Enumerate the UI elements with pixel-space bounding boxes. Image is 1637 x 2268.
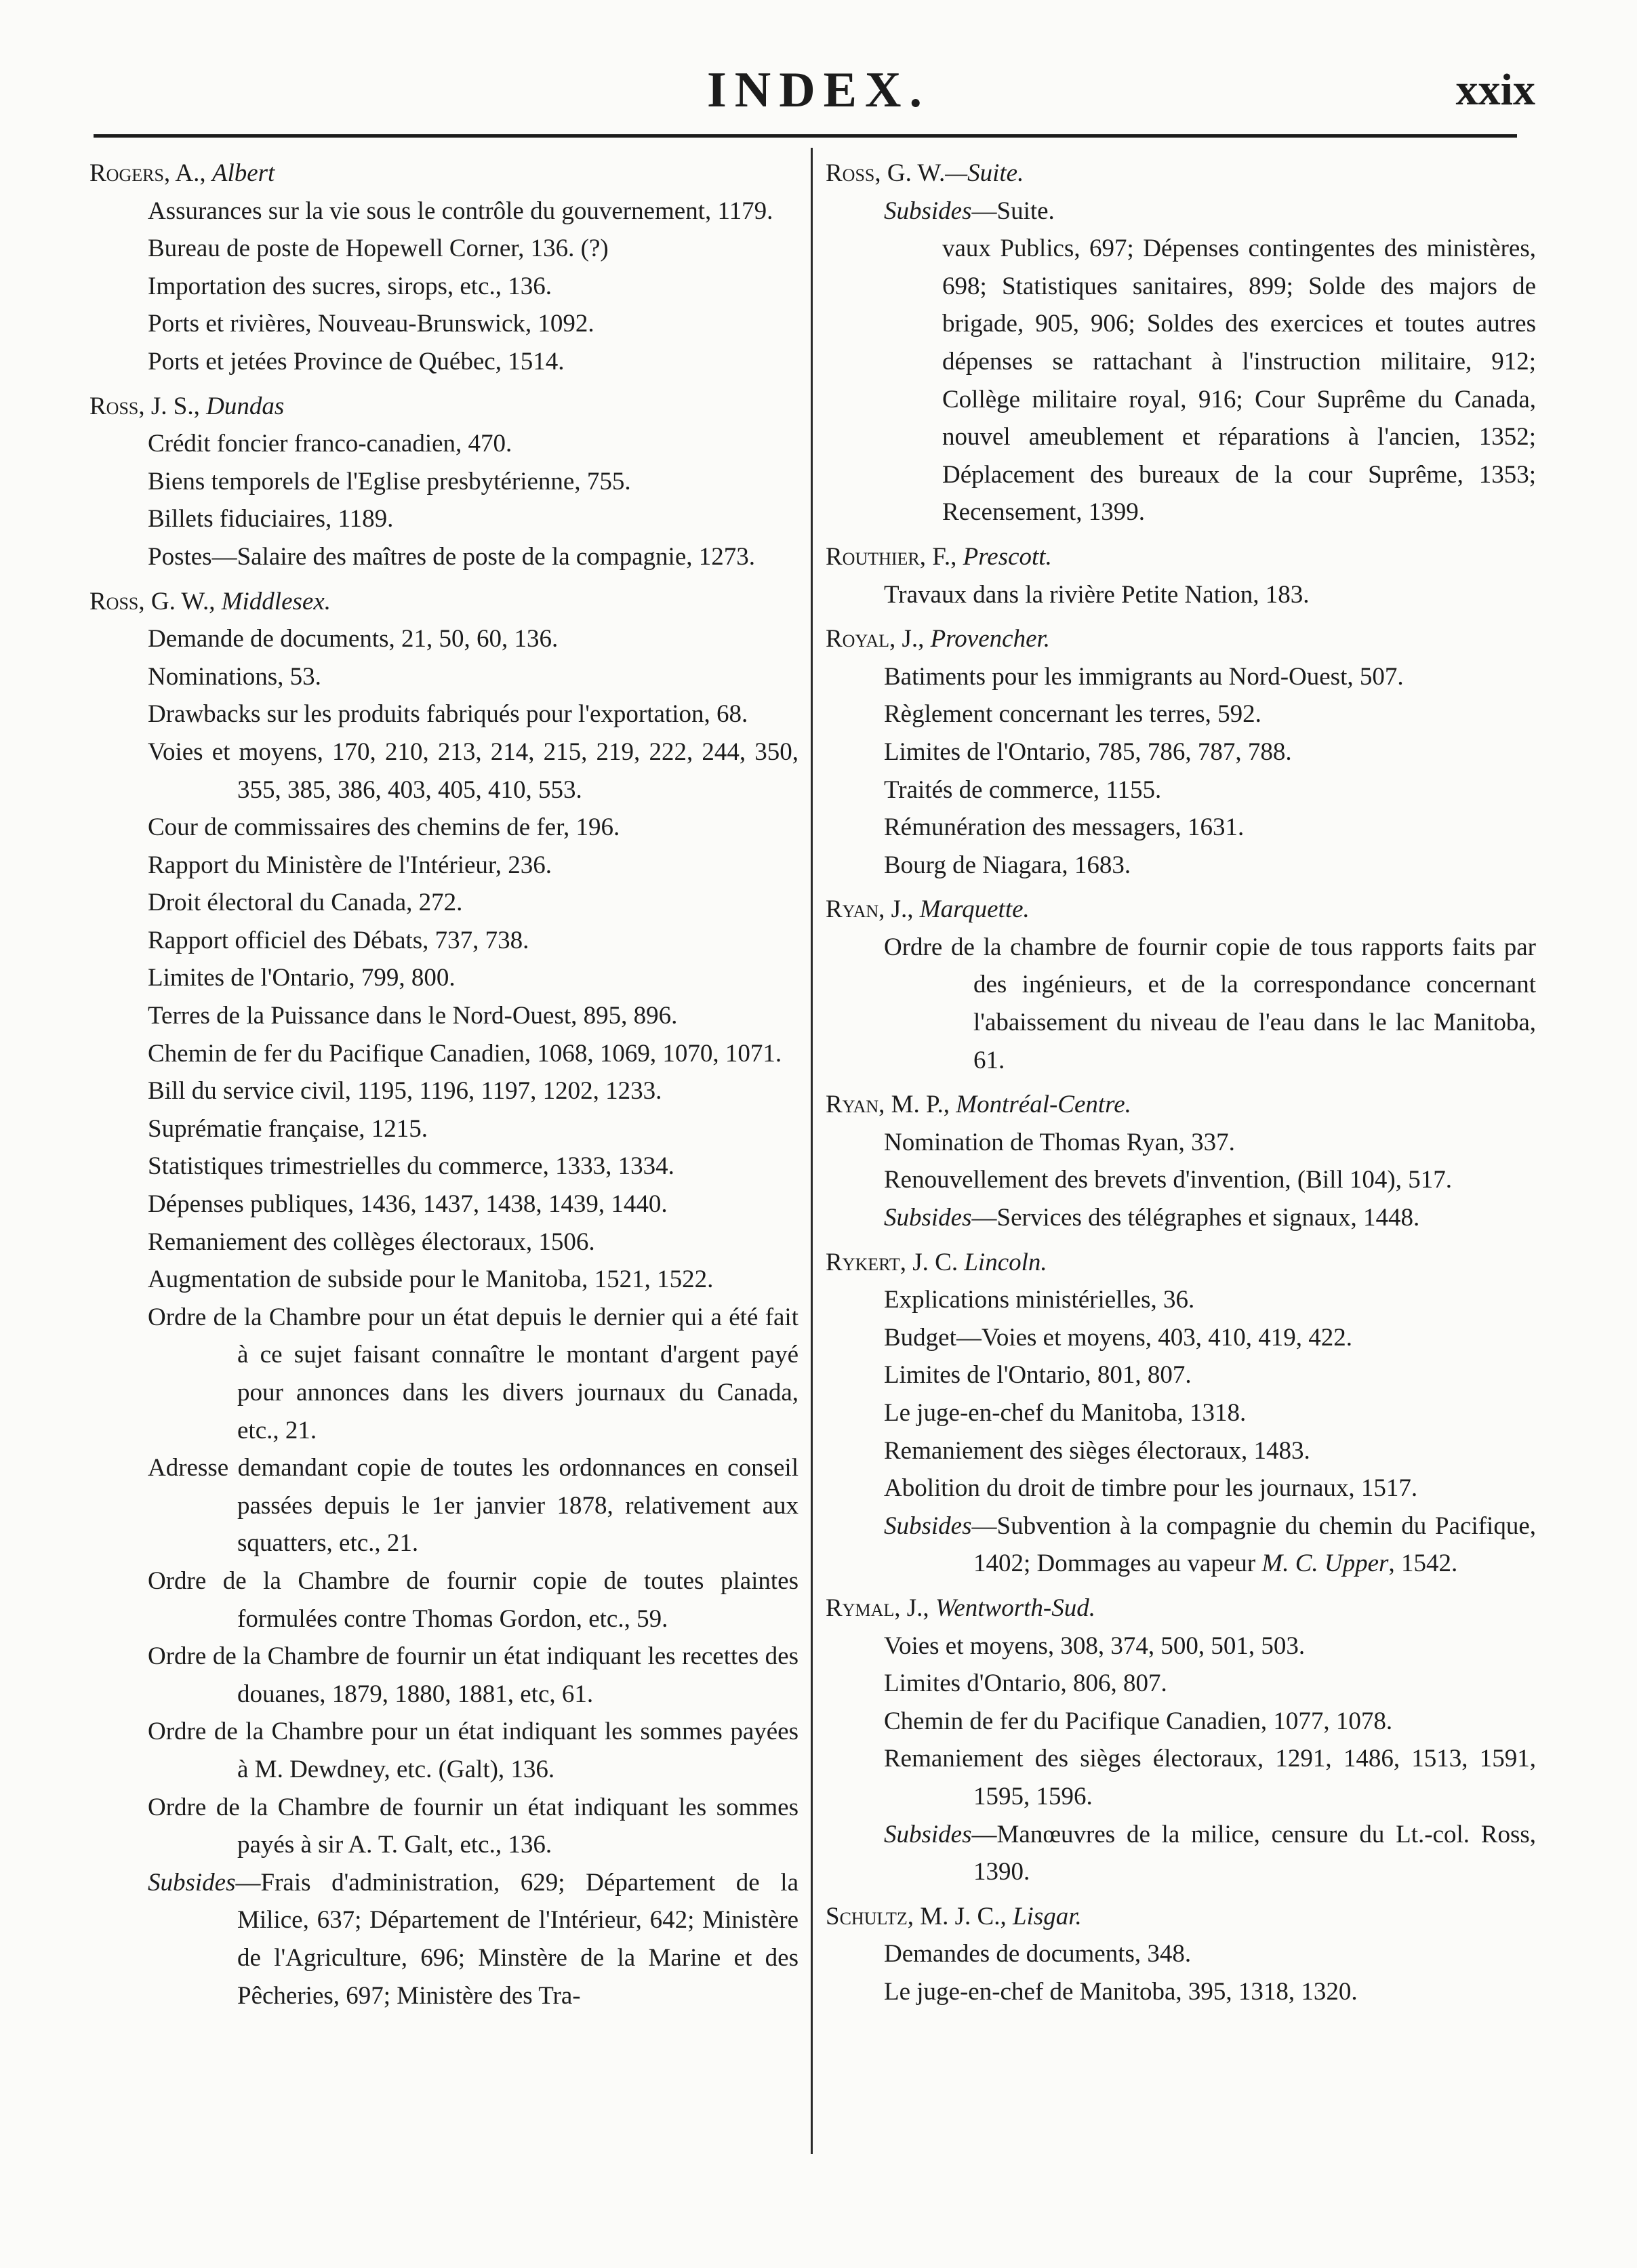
entry-riding: Wentworth-Sud.: [935, 1594, 1095, 1622]
index-item: Ordre de la Chambre pour un état depuis le dernier qui a été fait à ce sujet faisant connaître le montant d'argent payé pour annonces dans les divers journaux du Canada, etc., 21.: [148, 1303, 799, 1444]
index-item: Drawbacks sur les produits fabriqués pour l'exportation, 68.: [148, 700, 748, 729]
index-item: Le juge-en-chef de Manitoba, 395, 1318, 1320.: [884, 1977, 1358, 2006]
entry-heading: [89, 155, 799, 193]
page-title: INDEX.: [707, 62, 930, 118]
subsides-text: —Frais d'administration, 629; Département de la Milice, 637; Département de l'Intérieur, 642; Ministère de l'Agriculture, 696; Minstère de la Marine et des Pêcheries, 697; Ministère des Tra-: [235, 1868, 799, 2010]
index-item: Abolition du droit de timbre pour les journaux, 1517.: [884, 1474, 1418, 1503]
entry-surname: Ryan, J.,: [826, 895, 914, 924]
entry-riding: Lisgar.: [1012, 1902, 1082, 1930]
index-item: Ordre de la chambre de fournir copie de tous rapports faits par des ingénieurs, et de la correspondance concernant l'abaissement du niveau de l'eau dans le lac Manitoba, 61.: [884, 933, 1536, 1074]
entry-heading: [826, 155, 1536, 193]
entry-surname: Royal, J.,: [826, 625, 925, 653]
entry-heading: [89, 388, 799, 426]
index-item: Biens temporels de l'Eglise presbytérienne, 755.: [148, 467, 631, 495]
index-item: Ordre de la Chambre de fournir un état indiquant les sommes payés à sir A. T. Galt, etc., 136.: [148, 1793, 799, 1859]
subsides-item: [89, 1864, 799, 2014]
index-item: Batiments pour les immigrants au Nord-Ouest, 507.: [884, 662, 1404, 691]
index-item: Rapport du Ministère de l'Intérieur, 236.: [148, 851, 552, 879]
index-item: Travaux dans la rivière Petite Nation, 183.: [884, 580, 1310, 609]
index-item: Adresse demandant copie de toutes les ordonnances en conseil passées depuis le 1er janvier 1878, relativement aux squatters, etc., 21.: [148, 1454, 799, 1558]
index-entry-schultz: [826, 1898, 1536, 2011]
index-item: Renouvellement des brevets d'invention, (Bill 104), 517.: [884, 1166, 1452, 1194]
ship-name: M. C. Upper: [1261, 1550, 1389, 1578]
entry-riding: Prescott.: [963, 542, 1052, 571]
index-item: Rémunération des messagers, 1631.: [884, 813, 1245, 842]
entry-heading: [826, 620, 1536, 658]
index-item: Traités de commerce, 1155.: [884, 775, 1162, 804]
subsides-text-end: , 1542.: [1388, 1550, 1458, 1578]
entry-surname: Schultz, M. J. C.,: [826, 1902, 1007, 1930]
subsides-text: —Manœuvres de la milice, censure du Lt.-col. Ross, 1390.: [971, 1820, 1536, 1886]
entry-heading: [826, 1086, 1536, 1124]
index-entry-royal: [826, 620, 1536, 884]
index-item: Billets fiduciaires, 1189.: [148, 505, 394, 533]
index-item: Remaniement des collèges électoraux, 1506.: [148, 1228, 595, 1256]
index-item: Bill du service civil, 1195, 1196, 1197, 1202, 1233.: [148, 1077, 662, 1106]
entry-heading: [826, 538, 1536, 576]
left-column: [89, 155, 799, 2021]
entry-riding: Marquette.: [919, 895, 1030, 924]
index-entry-rymal: [826, 1589, 1536, 1891]
subsides-text: —Services des télégraphes et signaux, 1448.: [971, 1204, 1420, 1232]
subsides-heading: [826, 193, 1536, 230]
index-item: Ordre de la Chambre de fournir copie de toutes plaintes formulées contre Thomas Gordon, etc., 59.: [148, 1566, 799, 1633]
index-entry-ross-js: [89, 388, 799, 576]
right-column: [826, 155, 1536, 2018]
index-item: Dépenses publiques, 1436, 1437, 1438, 1439, 1440.: [148, 1190, 668, 1219]
subsides-item: [826, 1199, 1536, 1237]
index-item: Voies et moyens, 170, 210, 213, 214, 215, 219, 222, 244, 350, 355, 385, 386, 403, 405, 410, 553.: [148, 737, 799, 804]
index-entry-ross-gw: [89, 583, 799, 2015]
entry-surname: Ross, J. S.,: [89, 392, 200, 420]
index-item: Ports et jetées Province de Québec, 1514.: [148, 347, 565, 376]
index-item: Limites de l'Ontario, 799, 800.: [148, 964, 456, 992]
index-item: Crédit foncier franco-canadien, 470.: [148, 430, 512, 458]
entry-surname: Rykert, J. C.: [826, 1248, 958, 1276]
entry-surname: Ross, G. W.: [826, 159, 946, 187]
index-item: Rapport officiel des Débats, 737, 738.: [148, 926, 529, 954]
entry-surname: Routhier, F.,: [826, 542, 957, 571]
index-item: Budget—Voies et moyens, 403, 410, 419, 422.: [884, 1323, 1352, 1352]
column-divider: [811, 148, 813, 2154]
index-item: Nomination de Thomas Ryan, 337.: [884, 1128, 1235, 1156]
entry-riding: Middlesex.: [221, 587, 331, 615]
index-item: Remaniement des sièges électoraux, 1483.: [884, 1436, 1310, 1465]
index-item: Demande de documents, 21, 50, 60, 136.: [148, 625, 559, 653]
index-item: Le juge-en-chef du Manitoba, 1318.: [884, 1399, 1247, 1427]
index-item: Suprématie française, 1215.: [148, 1114, 428, 1143]
page-number: xxix: [1455, 65, 1535, 115]
subsides-label: Subsides: [148, 1868, 236, 1897]
index-item: Remaniement des sièges électoraux, 1291, 1486, 1513, 1591, 1595, 1596.: [884, 1745, 1536, 1810]
subsides-item: [826, 1507, 1536, 1583]
index-item: Ports et rivières, Nouveau-Brunswick, 1092.: [148, 310, 594, 338]
subsides-suite: —Suite.: [971, 197, 1055, 225]
subsides-label: Subsides: [884, 1204, 972, 1232]
subsides-text: —Subvention à la compagnie du chemin du Pacifique, 1402; Dommages au vapeur: [971, 1512, 1536, 1578]
index-entry-rykert: [826, 1244, 1536, 1583]
index-item: Limites de l'Ontario, 801, 807.: [884, 1361, 1192, 1390]
entry-heading: [826, 891, 1536, 929]
index-item: Postes—Salaire des maîtres de poste de la compagnie, 1273.: [148, 542, 756, 571]
entry-riding: Provencher.: [930, 625, 1051, 653]
entry-riding: Albert: [211, 159, 275, 187]
entry-suite: —Suite.: [945, 159, 1024, 187]
index-item: Bureau de poste de Hopewell Corner, 136. (?): [148, 235, 609, 263]
index-item: Bourg de Niagara, 1683.: [884, 851, 1131, 879]
index-item: Statistiques trimestrielles du commerce, 1333, 1334.: [148, 1152, 674, 1181]
entry-riding: Lincoln.: [964, 1248, 1047, 1276]
index-entry-routhier: [826, 538, 1536, 613]
subsides-item: [826, 1816, 1536, 1891]
index-item: Importation des sucres, sirops, etc., 136.: [148, 272, 552, 300]
entry-riding: Dundas: [206, 392, 285, 420]
entry-surname: Rogers, A.,: [89, 159, 206, 187]
entry-heading: [826, 1898, 1536, 1936]
subsides-label: Subsides: [884, 1512, 972, 1540]
subsides-label: Subsides: [884, 197, 972, 225]
index-item: Terres de la Puissance dans le Nord-Ouest, 895, 896.: [148, 1002, 678, 1030]
entry-heading: [826, 1589, 1536, 1627]
subsides-continuation-text: vaux Publics, 697; Dépenses contingentes des ministères, 698; Statistiques sanitaires, 899; Solde des majors de brigade, 905, 906; Soldes des exercices et toutes autres dépenses se rattachant à l'instruction militaire, 912; Collège militaire royal, 916; Cour Suprême du Canada, nouvel ameublement et réparations à l'ancien, 1352; Déplacement des bureaux de la cour Suprême, 1353; Recensement, 1399.: [942, 235, 1536, 527]
index-item: Chemin de fer du Pacifique Canadien, 1077, 1078.: [884, 1707, 1393, 1735]
index-item: Chemin de fer du Pacifique Canadien, 1068, 1069, 1070, 1071.: [148, 1039, 782, 1068]
index-item: Cour de commissaires des chemins de fer, 196.: [148, 813, 620, 842]
entry-surname: Ross, G. W.,: [89, 587, 216, 615]
index-entry-rogers: [89, 155, 799, 381]
subsides-label: Subsides: [884, 1820, 972, 1848]
header-rule: [94, 134, 1517, 138]
entry-surname: Rymal, J.,: [826, 1594, 929, 1622]
index-item: Assurances sur la vie sous le contrôle du gouvernement, 1179.: [148, 197, 773, 225]
index-item: Nominations, 53.: [148, 662, 321, 691]
index-item: Demandes de documents, 348.: [884, 1940, 1192, 1968]
index-item: Voies et moyens, 308, 374, 500, 501, 503.: [884, 1632, 1306, 1660]
index-item: Explications ministérielles, 36.: [884, 1286, 1195, 1314]
entry-heading: [89, 583, 799, 621]
index-item: Ordre de la Chambre pour un état indiquant les sommes payées à M. Dewdney, etc. (Galt), 136.: [148, 1718, 799, 1783]
index-item: Règlement concernant les terres, 592.: [884, 700, 1261, 729]
index-item: Ordre de la Chambre de fournir un état indiquant les recettes des douanes, 1879, 1880, 1881, etc, 61.: [148, 1642, 799, 1708]
index-item: Limites d'Ontario, 806, 807.: [884, 1669, 1167, 1698]
entry-heading: [826, 1244, 1536, 1282]
index-entry-ryan-j: [826, 891, 1536, 1079]
entry-riding: Montréal-Centre.: [956, 1091, 1131, 1119]
index-item: Droit électoral du Canada, 272.: [148, 889, 463, 917]
index-item: Limites de l'Ontario, 785, 786, 787, 788.: [884, 737, 1292, 766]
index-item: Augmentation de subside pour le Manitoba, 1521, 1522.: [148, 1265, 714, 1294]
entry-surname: Ryan, M. P.,: [826, 1091, 950, 1119]
index-entry-ryan-mp: [826, 1086, 1536, 1236]
index-entry-ross-gw-continued: [826, 155, 1536, 531]
